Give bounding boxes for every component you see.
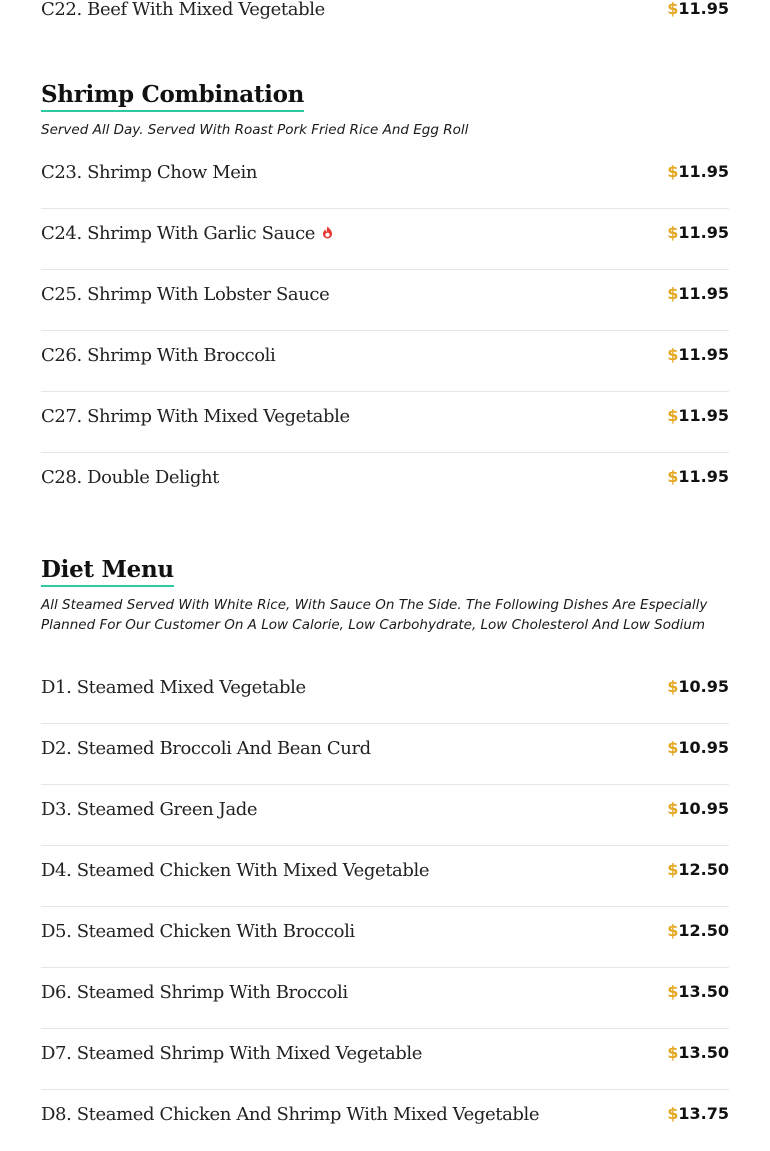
menu-item-price [667,738,729,757]
section-title-shrimp-combination: Shrimp Combination [41,81,304,112]
price-value: 13.50 [678,982,729,1001]
menu-item[interactable] [41,270,729,331]
currency-symbol: $ [667,162,679,181]
menu-item[interactable] [41,453,729,514]
price-value: 10.95 [678,677,729,696]
menu-item-name: C25. Shrimp With Lobster Sauce [41,284,330,305]
currency-symbol: $ [667,799,679,818]
menu-item-name: C26. Shrimp With Broccoli [41,345,276,366]
currency-symbol: $ [667,677,679,696]
menu-item-price [667,406,729,425]
currency-symbol: $ [667,738,679,757]
price-value: 11.95 [678,467,729,486]
menu-item[interactable] [41,331,729,392]
price-value: 13.75 [678,1104,729,1123]
section-description: All Steamed Served With White Rice, With Sauce On The Side. The Following Dishes Are Especially Planned For Our Customer On A Low Calorie, Low Carbohydrate, Low Cholesterol And Low Sodium [41,597,708,633]
menu-item-name: D5. Steamed Chicken With Broccoli [41,921,355,942]
menu-item[interactable] [41,785,729,846]
menu-item-name: C23. Shrimp Chow Mein [41,162,258,183]
menu-item-price [667,0,729,18]
price-value: 12.50 [678,860,729,879]
currency-symbol: $ [667,982,679,1001]
menu-item-price [667,860,729,879]
menu-item[interactable] [41,209,729,270]
price-value: 10.95 [678,738,729,757]
currency-symbol: $ [667,223,679,242]
menu-item-name: D8. Steamed Chicken And Shrimp With Mixed Vegetable [41,1104,540,1125]
menu-item[interactable] [41,907,729,968]
menu-item-price [667,1043,729,1062]
currency-symbol: $ [667,921,679,940]
menu-item-name: C27. Shrimp With Mixed Vegetable [41,406,350,427]
menu-item[interactable] [41,392,729,453]
currency-symbol: $ [667,406,679,425]
menu-item-name: C28. Double Delight [41,467,219,488]
price-value: 11.95 [678,406,729,425]
price-value: 11.95 [678,223,729,242]
menu-item-price [667,799,729,818]
menu-item-name: C22. Beef With Mixed Vegetable [41,0,325,20]
menu-item[interactable] [41,968,729,1029]
spicy-icon [321,226,334,239]
price-value: 11.95 [678,345,729,364]
menu-item-price [667,284,729,303]
section-title-diet-menu: Diet Menu [41,556,174,587]
menu-item-price [667,677,729,696]
currency-symbol: $ [667,467,679,486]
menu-item-price [667,223,729,242]
menu-item-price [667,921,729,940]
menu-item[interactable] [41,846,729,907]
price-value: 11.95 [678,0,729,18]
menu-item-name: D7. Steamed Shrimp With Mixed Vegetable [41,1043,423,1064]
price-value: 10.95 [678,799,729,818]
menu-item-name: D4. Steamed Chicken With Mixed Vegetable [41,860,430,881]
price-value: 12.50 [678,921,729,940]
currency-symbol: $ [667,860,679,879]
menu-item-price [667,982,729,1001]
menu-item-price [667,162,729,181]
menu-item[interactable] [41,663,729,724]
price-value: 11.95 [678,162,729,181]
menu-item-name: C24. Shrimp With Garlic Sauce [41,223,316,244]
menu-item-price [667,345,729,364]
currency-symbol: $ [667,284,679,303]
menu-item-name-wrap [41,223,334,244]
price-value: 13.50 [678,1043,729,1062]
menu-item[interactable] [41,724,729,785]
price-value: 11.95 [678,284,729,303]
menu-item-price [667,1104,729,1123]
menu-item[interactable] [41,148,729,209]
menu-item-name: D1. Steamed Mixed Vegetable [41,677,306,698]
menu-item-price [667,467,729,486]
currency-symbol: $ [667,345,679,364]
currency-symbol: $ [667,1043,679,1062]
menu-item-name: D6. Steamed Shrimp With Broccoli [41,982,348,1003]
currency-symbol: $ [667,1104,679,1123]
menu-item-name: D3. Steamed Green Jade [41,799,258,820]
menu-item-name: D2. Steamed Broccoli And Bean Curd [41,738,371,759]
section-description: Served All Day. Served With Roast Pork Fried Rice And Egg Roll [41,122,469,138]
menu-item[interactable] [41,0,729,46]
currency-symbol: $ [667,0,679,18]
menu-item[interactable] [41,1090,729,1151]
menu-item[interactable] [41,1029,729,1090]
